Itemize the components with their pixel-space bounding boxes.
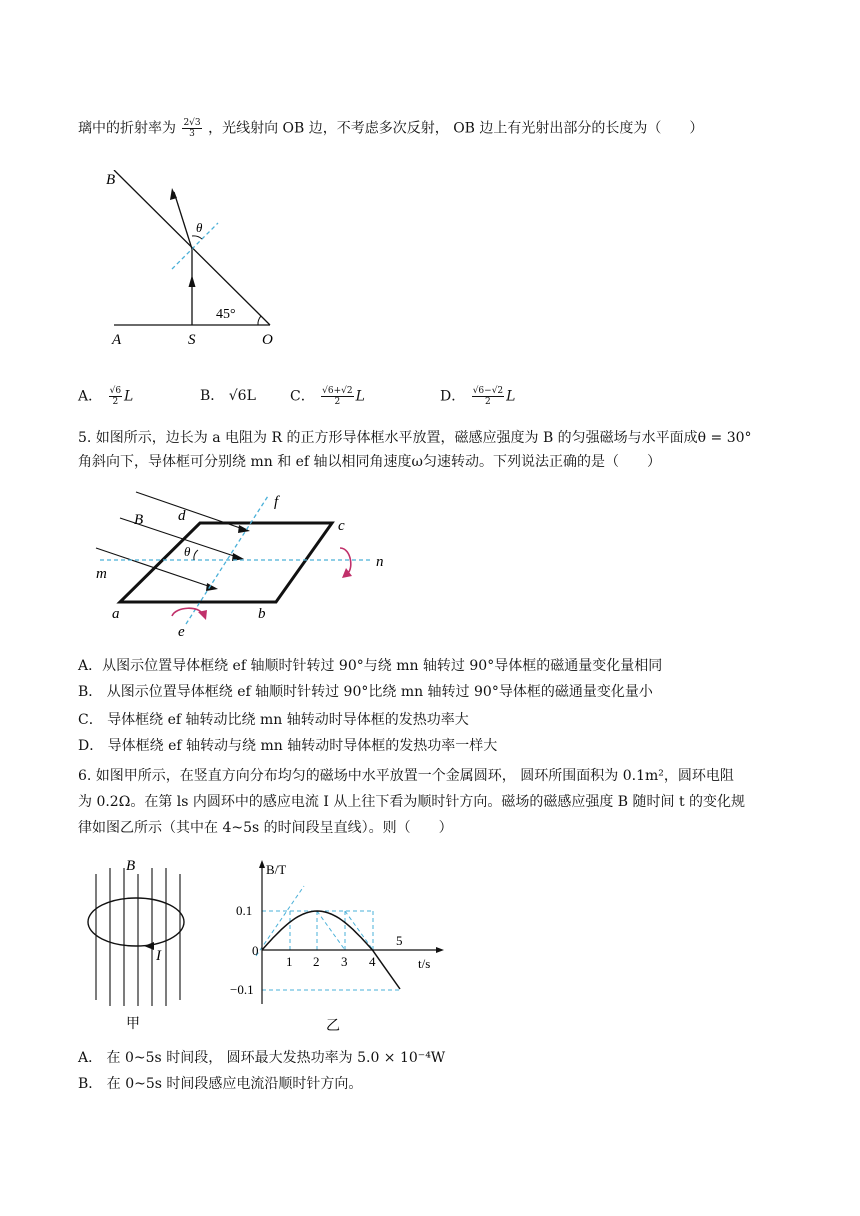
q5-option-b: B． 从图示位置导体框绕 ef 轴顺时针转过 90°比绕 mn 轴转过 90°导体框的磁通量变化量小	[78, 684, 653, 700]
q6-graph-xtick-1: 1	[286, 954, 293, 969]
q5-figure	[90, 488, 400, 638]
q4-option-a-num: √6	[109, 386, 122, 396]
q6-graph-xtick-2: 2	[313, 954, 320, 969]
q5-fig-label-b-corner: b	[258, 606, 266, 622]
q5-fig-label-m: m	[96, 566, 107, 582]
q6-left-caption: 甲	[126, 1017, 140, 1032]
q6-option-b: B． 在 0~5s 时间段感应电流沿顺时针方向。	[78, 1076, 363, 1092]
q5-fig-label-c: c	[338, 518, 345, 534]
q4-option-c-den: 2	[334, 397, 341, 407]
q6-stem-line2: 为 0.2Ω。在第 ls 内圆环中的感应电流 I 从上往下看为顺时针方向。磁场的磁感应强度 B 随时间 t 的变化规	[78, 794, 746, 810]
q5-option-c: C． 导体框绕 ef 轴转动比绕 mn 轴转动时导体框的发热功率大	[78, 712, 469, 728]
q5-fig-label-a: a	[112, 606, 120, 622]
q4-option-c-tail: L	[355, 388, 365, 405]
q4-option-a-key: A．	[78, 388, 103, 405]
q6-figure-left	[80, 854, 200, 1034]
q5-option-d: D． 导体框绕 ef 轴转动与绕 mn 轴转动时导体框的发热功率一样大	[78, 738, 498, 754]
q4-index-denominator: 3	[189, 129, 195, 139]
q4-fig-label-b: B	[106, 172, 116, 188]
q4-option-c-num: √6+√2	[322, 386, 353, 396]
q4-index-fraction	[182, 118, 201, 139]
q4-option-d-num: √6−√2	[472, 386, 504, 396]
q4-option-a-fraction	[109, 386, 122, 407]
q4-option-d-fraction	[472, 386, 504, 407]
q4-option-d	[440, 386, 515, 407]
q6-graph-origin: 0	[252, 943, 259, 958]
q5-fig-label-e: e	[178, 624, 185, 638]
q4-option-d-den: 2	[485, 397, 491, 407]
q4-option-a	[78, 386, 133, 407]
q6-graph-xtick-4: 4	[369, 954, 376, 969]
q4-stem-post: ，光线射向 OB 边，不考虑多次反射， OB 边上有光射出部分的长度为（ ）	[208, 120, 704, 137]
q5-fig-label-d: d	[178, 508, 186, 524]
q6-left-label-i: I	[156, 948, 161, 964]
q6-graph-ytick-pos: 0.1	[236, 903, 253, 918]
q5-fig-label-n: n	[376, 554, 384, 570]
q6-stem-line3: 律如图乙所示（其中在 4~5s 的时间段呈直线）。则（ ）	[78, 820, 453, 836]
q6-left-label-b: B	[126, 858, 136, 874]
q4-option-c-key: C．	[290, 388, 315, 405]
q6-graph-xtick-3: 3	[341, 954, 348, 969]
q4-option-b-text: √6L	[228, 388, 256, 404]
q6-option-a: A． 在 0~5s 时间段， 圆环最大发热功率为 5.0 × 10⁻⁴W	[78, 1050, 446, 1066]
q5-fig-label-b: B	[134, 512, 144, 528]
q4-fig-label-s: S	[188, 332, 196, 348]
q4-option-d-key: D．	[440, 388, 466, 405]
q4-option-a-tail: L	[124, 388, 134, 405]
q6-graph-xlabel: t/s	[418, 956, 431, 971]
q4-index-numerator: 2√3	[183, 118, 201, 128]
q4-stem-pre: 璃中的折射率为	[78, 120, 176, 137]
q4-option-a-den: 2	[112, 397, 119, 407]
q6-graph-gridlines	[256, 886, 400, 990]
q4-stem	[78, 118, 703, 139]
q5-stem-line2: 角斜向下，导体框可分别绕 mn 和 ef 轴以相同角速度ω匀速转动。下列说法正确的是（ ）	[78, 454, 661, 470]
q4-fig-label-a: A	[112, 332, 122, 348]
q6-right-caption: 乙	[326, 1019, 340, 1034]
q6-stem-line1: 6. 如图甲所示，在竖直方向分布均匀的磁场中水平放置一个金属圆环， 圆环所围面积为 0.1m²，圆环电阻	[78, 768, 734, 784]
q5-fig-label-f: f	[274, 494, 279, 510]
q4-fig-label-o: O	[262, 332, 273, 348]
q4-option-b	[200, 386, 256, 406]
q6-graph-xtick-5: 5	[396, 933, 403, 948]
q5-option-a: A．从图示位置导体框绕 ef 轴顺时针转过 90°与绕 mn 轴转过 90°导体框的磁通量变化量相同	[78, 658, 663, 674]
q4-option-c-fraction	[321, 386, 353, 407]
q6-graph-ylabel: B/T	[266, 862, 287, 877]
q4-fig-label-theta: θ	[196, 220, 203, 235]
q4-option-d-tail: L	[506, 388, 516, 405]
q4-fig-label-angle: 45°	[216, 307, 236, 322]
q6-graph-ytick-neg: −0.1	[230, 982, 254, 997]
q6-figure-right	[228, 854, 458, 1034]
q5-stem-line1: 5. 如图所示，边长为 a 电阻为 R 的正方形导体框水平放置，磁感应强度为 B 的匀强磁场与水平面成θ = 30°	[78, 430, 752, 446]
q4-option-c	[290, 386, 365, 407]
q5-fig-label-theta: θ	[184, 544, 191, 559]
q4-option-b-key: B．	[200, 388, 225, 404]
q4-figure	[100, 170, 290, 350]
